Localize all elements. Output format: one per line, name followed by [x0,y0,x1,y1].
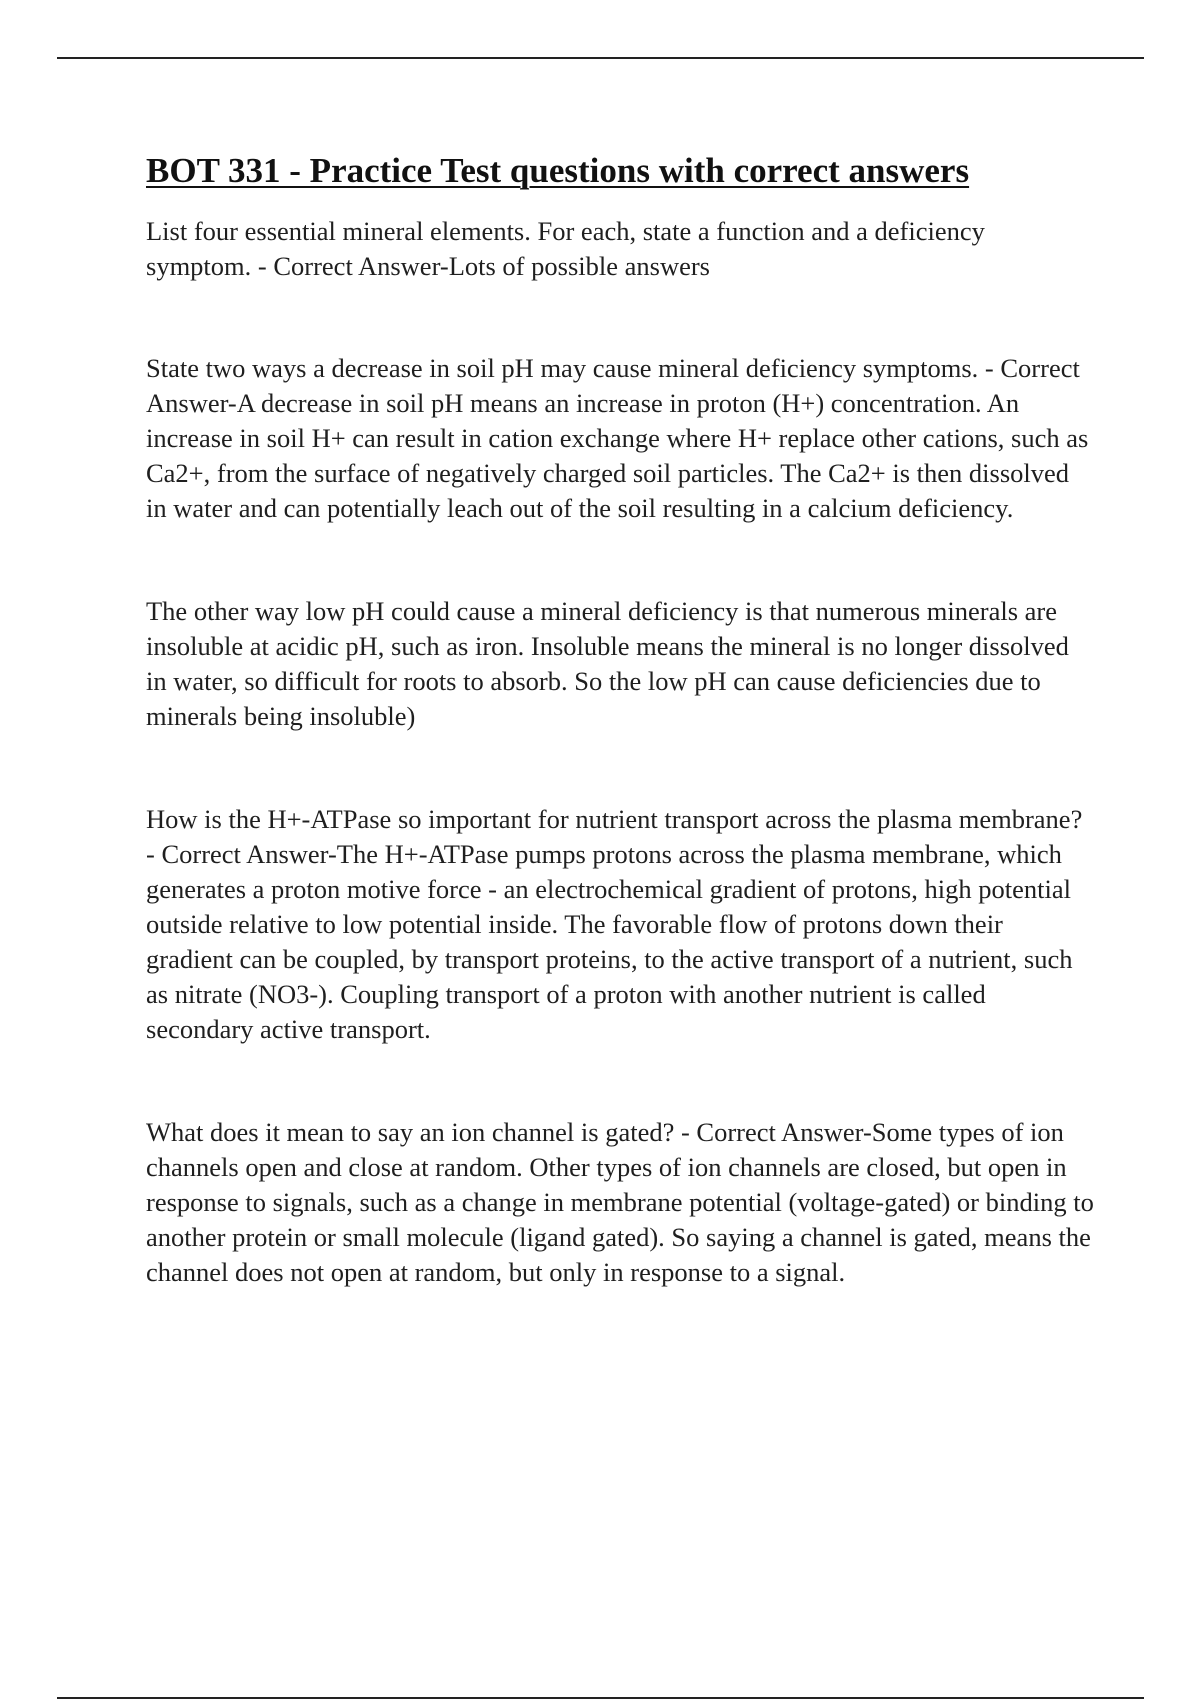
qa-paragraph-4: How is the H+-ATPase so important for nutrient transport across the plasma membrane? - Correct Answer-The H+-ATPase pumps protons across the plasma membrane, which generates a proton motive force - an electrochemical gradient of protons, high potential outside relative to low potential inside. The favorable flow of protons down their gradient can be coupled, by transport proteins, to the active transport of a nutrient, such as nitrate (NO3-). Coupling transport of a proton with another nutrient is called secondary active transport. [146,804,1083,1044]
footer-divider [57,1697,1144,1699]
qa-paragraph-5: What does it mean to say an ion channel is gated? - Correct Answer-Some types of ion channels open and close at random. Other types of ion channels are closed, but open in response to signals, such as a change in membrane potential (voltage-gated) or binding to another protein or small molecule (ligand gated). So saying a channel is gated, means the channel does not open at random, but only in response to a signal. [146,1117,1094,1287]
qa-paragraph-3: The other way low pH could cause a mineral deficiency is that numerous minerals are insoluble at acidic pH, such as iron. Insoluble means the mineral is no longer dissolved in water, so difficult for roots to absorb. So the low pH can cause deficiencies due to minerals being insoluble) [146,596,1069,731]
document-body [146,146,1096,1290]
qa-paragraph-2: State two ways a decrease in soil pH may cause mineral deficiency symptoms. - Correct Answer-A decrease in soil pH means an increase in proton (H+) concentration. An increase in soil H+ can result in cation exchange where H+ replace other cations, such as Ca2+, from the surface of negatively charged soil particles. The Ca2+ is then dissolved in water and can potentially leach out of the soil resulting in a calcium deficiency. [146,353,1089,523]
qa-paragraph-1: List four essential mineral elements. For each, state a function and a deficiency symptom. - Correct Answer-Lots of possible answers [146,216,985,281]
document-title: BOT 331 - Practice Test questions with correct answers [146,151,970,190]
header-divider [57,57,1144,59]
